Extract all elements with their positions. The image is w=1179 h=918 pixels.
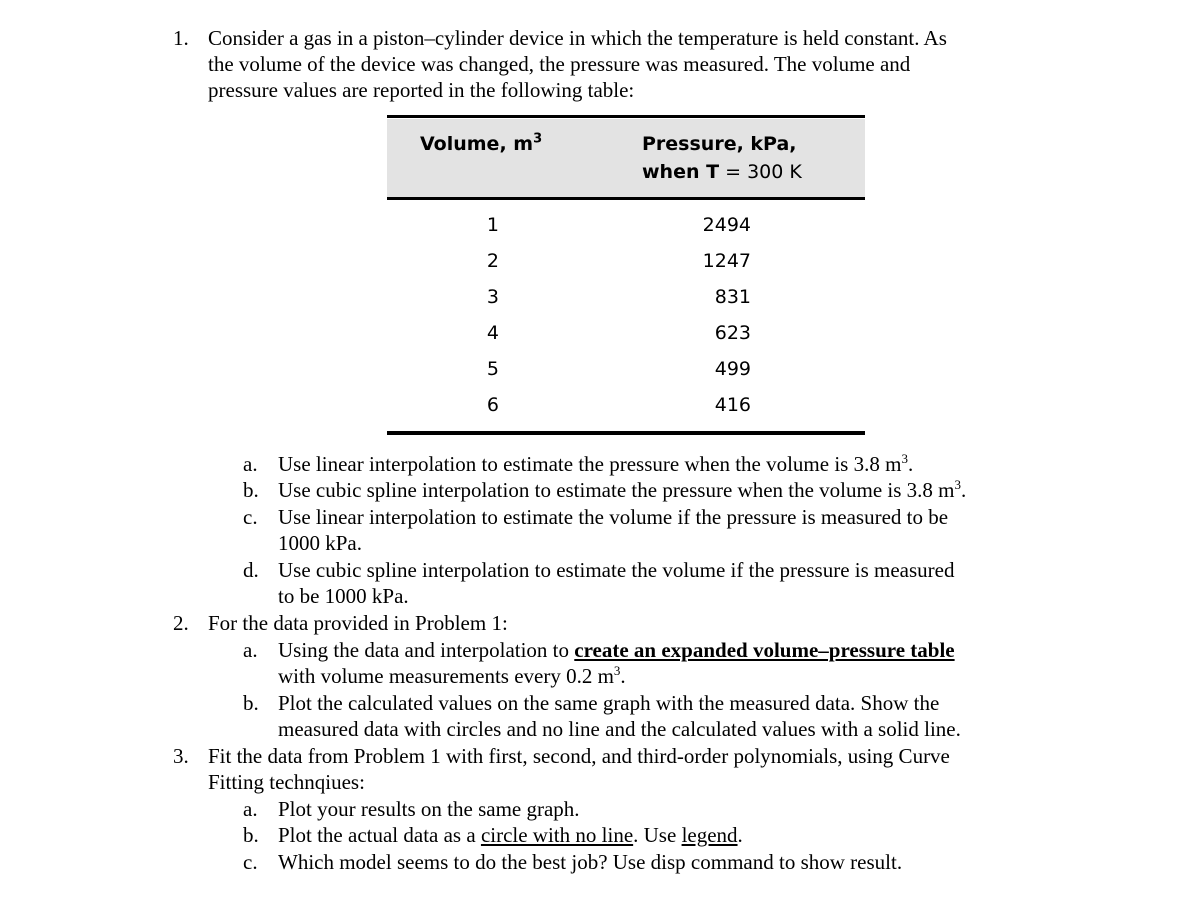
problem-2a-line-1: Using the data and interpolation to create an expanded volume–pressure table xyxy=(278,638,955,662)
problem-2-intro: For the data provided in Problem 1: xyxy=(208,611,508,635)
table-cell-pressure: 1247 xyxy=(702,250,751,272)
column-header-pressure-line-2: when T = 300 K xyxy=(642,161,802,183)
problem-1a-text: Use linear interpolation to estimate the pressure when the volume is 3.8 $m^3$. xyxy=(278,451,914,476)
problem-1-number: 1. xyxy=(173,26,189,50)
column-header-pressure-line-1: Pressure, kPa, xyxy=(642,133,797,155)
problem-2-number: 2. xyxy=(173,611,189,635)
problem-3-number: 3. xyxy=(173,744,189,768)
problem-1b-text: Use cubic spline interpolation to estimate the pressure when the volume is 3.8 $m^3$. xyxy=(278,477,967,502)
expanded-table-emphasis: create an expanded volume–pressure table xyxy=(574,638,955,662)
problem-1c-label: c. xyxy=(243,505,258,529)
problem-3a-text: Plot your results on the same graph. xyxy=(278,797,580,821)
problem-1d-line-2: to be 1000 kPa. xyxy=(278,584,409,608)
problem-3b-text: Plot the actual data as a circle with no line. Use legend. xyxy=(278,823,743,847)
circle-no-line-underline: circle with no line xyxy=(480,823,634,847)
table-cell-pressure: 2494 xyxy=(702,214,751,236)
legend-underline: legend xyxy=(681,823,738,847)
table-cell-pressure: 831 xyxy=(714,286,751,308)
problem-2b-line-2: measured data with circles and no line and the calculated values with a solid line. xyxy=(278,717,961,741)
problem-3-line-2: Fitting technqiues: xyxy=(208,770,365,794)
problem-1c-line-2: 1000 kPa. xyxy=(278,531,362,555)
problem-2b-line-1: Plot the calculated values on the same graph with the measured data. Show the xyxy=(278,691,940,715)
problem-2b-label: b. xyxy=(243,691,259,715)
table-header-rule xyxy=(387,197,865,200)
problem-1-intro-line-3: pressure values are reported in the following table: xyxy=(208,78,635,102)
table-cell-volume: 1 xyxy=(486,214,499,236)
volume-pressure-table xyxy=(387,115,865,437)
problem-3a-label: a. xyxy=(243,797,258,821)
table-top-rule xyxy=(387,115,865,118)
table-bottom-rule xyxy=(387,431,865,435)
table-cell-volume: 2 xyxy=(486,250,499,272)
column-header-volume: Volume, $m^3$ xyxy=(420,131,543,155)
problem-3b-label: b. xyxy=(243,823,259,847)
table-cell-volume: 5 xyxy=(486,358,499,380)
problem-3c-label: c. xyxy=(243,850,258,874)
table-cell-pressure: 499 xyxy=(714,358,751,380)
problem-1a-label: a. xyxy=(243,452,258,476)
problem-1b-label: b. xyxy=(243,478,259,502)
problem-1d-label: d. xyxy=(243,558,259,582)
problem-1-intro-line-2: the volume of the device was changed, the pressure was measured. The volume and xyxy=(208,52,911,76)
table-cell-volume: 6 xyxy=(486,394,499,416)
problem-3-line-1: Fit the data from Problem 1 with first, second, and third-order polynomials, using Curve xyxy=(208,744,950,768)
table-cell-volume: 4 xyxy=(486,322,499,344)
table-cell-pressure: 416 xyxy=(714,394,751,416)
problem-1d-line-1: Use cubic spline interpolation to estimate the volume if the pressure is measured xyxy=(278,558,955,582)
problem-2a-label: a. xyxy=(243,638,258,662)
problem-1c-line-1: Use linear interpolation to estimate the volume if the pressure is measured to be xyxy=(278,505,949,529)
problem-2a-line-2: with volume measurements every 0.2 $m^3$. xyxy=(278,663,626,688)
problem-1-intro-line-1: Consider a gas in a piston–cylinder device in which the temperature is held constant. As xyxy=(208,26,947,50)
problem-3c-text: Which model seems to do the best job? Use disp command to show result. xyxy=(278,850,903,874)
table-cell-pressure: 623 xyxy=(714,322,751,344)
table-cell-volume: 3 xyxy=(486,286,499,308)
